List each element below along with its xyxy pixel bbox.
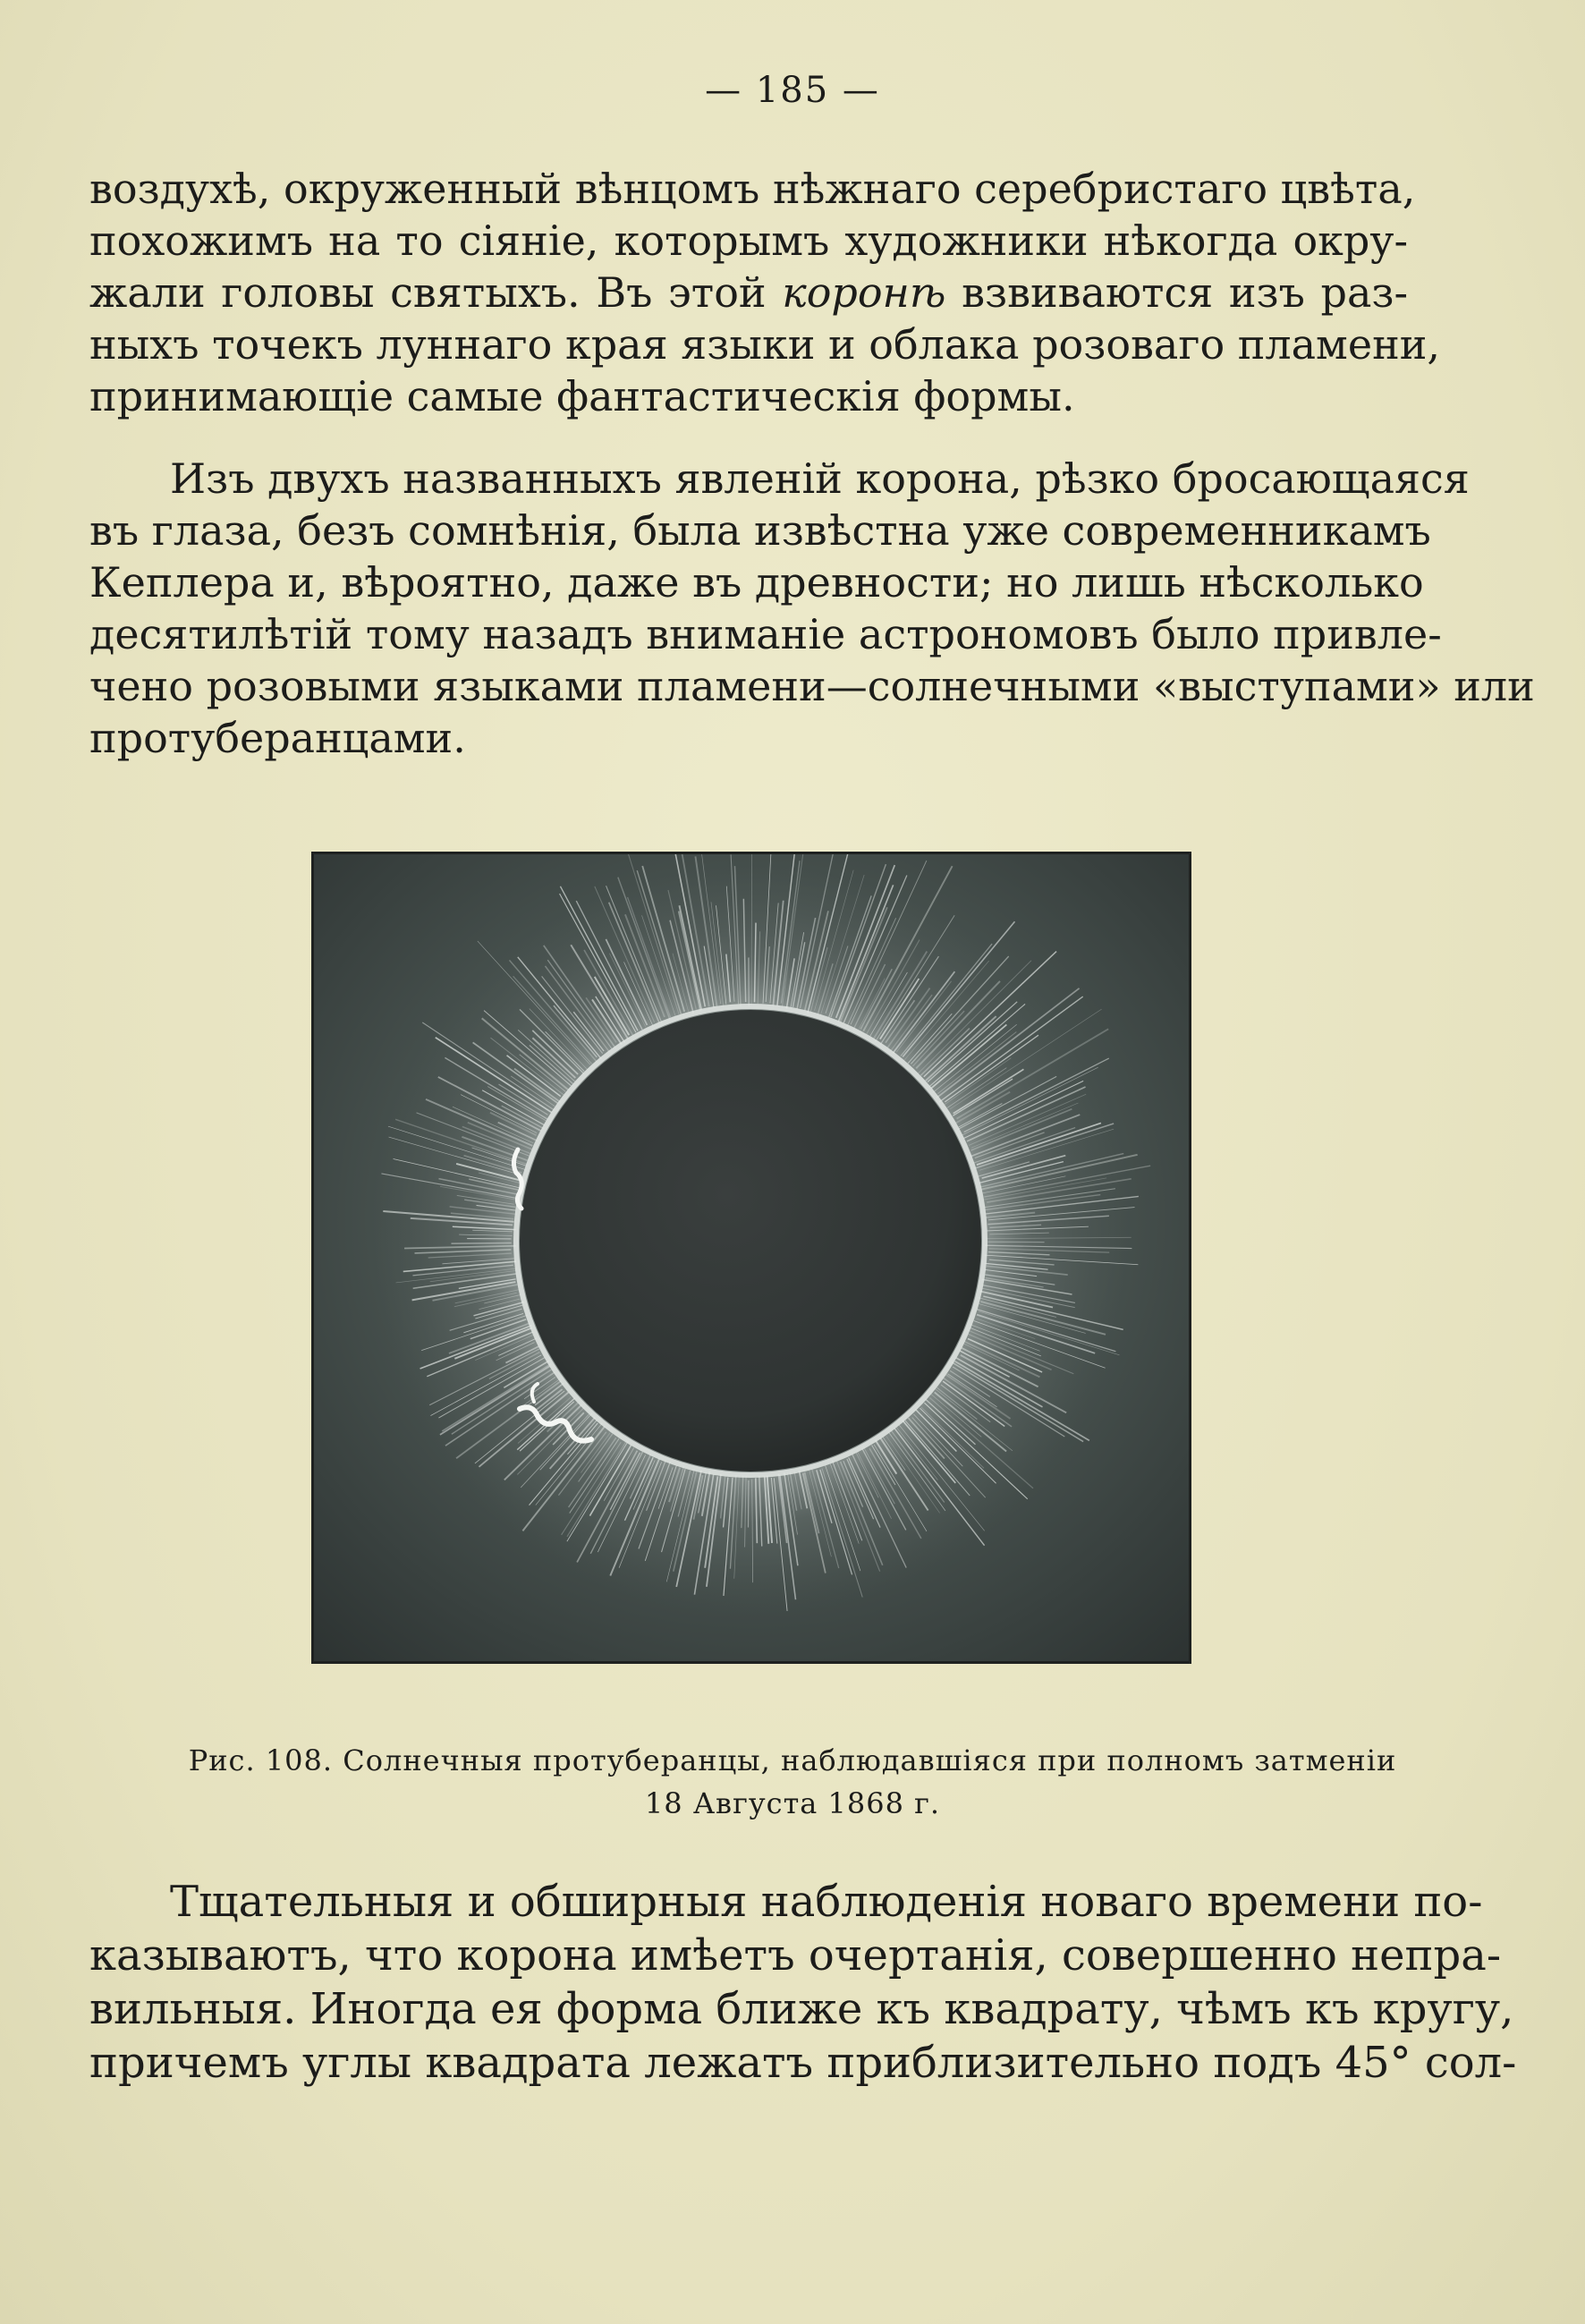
paragraph-corona-shape: [89, 1875, 1517, 2090]
paragraph-corona-description: [89, 163, 1441, 422]
text-line: Тщательныя и обширныя наблюденія новаго времени по-: [170, 1877, 1483, 1927]
text-line: ныхъ точекъ луннаго края языки и облака розоваго пламени,: [89, 320, 1441, 369]
caption-line: 18 Августа 1868 г.: [644, 1786, 941, 1820]
text-line: [89, 267, 1408, 318]
text-line: вильныя. Иногда ея форма ближе къ квадрату, чѣмъ къ кругу,: [89, 1984, 1514, 2034]
eclipse-engraving: [314, 854, 1189, 1661]
page-number: — 185 —: [705, 70, 880, 111]
text-line: казываютъ, что корона имѣетъ очертанія, совершенно непра-: [89, 1930, 1502, 1980]
eclipse-illustration: [311, 852, 1191, 1664]
corona-ray: [451, 1243, 511, 1244]
text-fragment: взвиваются изъ раз-: [962, 268, 1409, 317]
text-line: десятилѣтій тому назадъ вниманіе астрономовъ было привле-: [89, 610, 1442, 658]
text-line: воздухѣ, окруженный вѣнцомъ нѣжнаго серебристаго цвѣта,: [89, 165, 1416, 213]
text-line: Кеплера и, вѣроятно, даже въ древности; но лишь нѣсколько: [89, 558, 1424, 606]
text-line: въ глаза, безъ сомнѣнія, была извѣстна уже современникамъ: [89, 506, 1431, 555]
text-line: похожимъ на то сіяніе, которымъ художники нѣкогда окру-: [89, 216, 1408, 265]
caption-line: Рис. 108. Солнечныя протуберанцы, наблюдавшіяся при полномъ затменіи: [188, 1743, 1397, 1777]
text-line: протуберанцами.: [89, 714, 466, 762]
text-line: причемъ углы квадрата лежатъ приблизительно подъ 45° сол-: [89, 2038, 1517, 2088]
text-line: чено розовыми языками пламени—солнечными «выступами» или: [89, 662, 1535, 710]
text-line: Изъ двухъ названныхъ явленій корона, рѣзко бросающаяся: [170, 454, 1470, 503]
moon-disk: [520, 1010, 981, 1472]
italic-term: коронѣ: [782, 268, 946, 317]
text-fragment: жали головы святыхъ. Въ этой: [89, 268, 767, 317]
text-line: принимающіе самые фантастическія формы.: [89, 372, 1075, 420]
paragraph-history: [89, 453, 1535, 764]
figure-caption: [89, 1739, 1496, 1825]
